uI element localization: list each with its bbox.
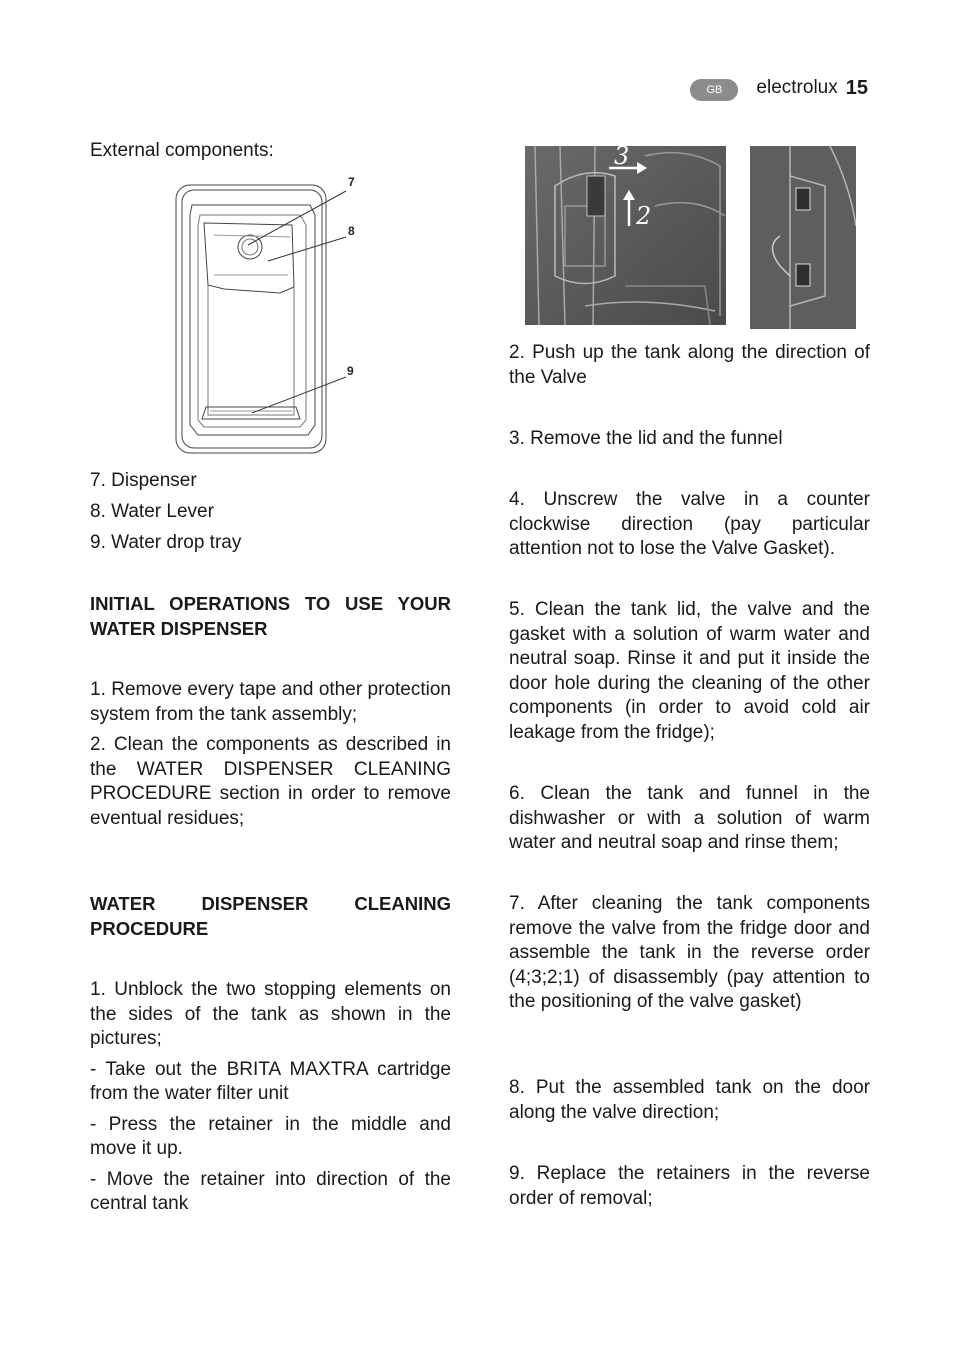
- list-item: 1. Remove every tape and other protection system from the tank assembly;: [90, 679, 451, 725]
- list-item: 2. Clean the components as described in the WATER DISPENSER CLEANING PROCEDURE section in order to remove eventual residues;: [90, 734, 451, 829]
- list-item: 1. Unblock the two stopping elements on the sides of the tank as shown in the pictures;: [90, 979, 451, 1049]
- list-item: - Take out the BRITA MAXTRA cartridge from the water filter unit: [90, 1058, 451, 1104]
- list-item: - Move the retainer into direction of the central tank: [90, 1168, 451, 1214]
- right-step-4: 4. Unscrew the valve in a counter clockwise direction (pay particular attention not to lose the Valve Gasket).: [509, 489, 870, 559]
- region-badge: GB: [690, 79, 738, 101]
- legend-item: 8. Water Lever: [90, 501, 214, 522]
- retainer-upper: [796, 188, 810, 210]
- right-step-7: 7. After cleaning the tank components remove the valve from the fridge door and assemble the tank in the reverse order (4;3;2;1) of disassembly (pay attention to the positioning of the valve gasket): [509, 893, 870, 1012]
- right-step-3: 3. Remove the lid and the funnel: [509, 428, 783, 449]
- page-header: [690, 74, 868, 102]
- intro-text: External components:: [90, 140, 274, 161]
- tank-photo-right: [750, 146, 856, 329]
- figure-label-7: 7: [348, 175, 355, 189]
- heading-initial-operations: INITIAL OPERATIONS TO USE YOUR WATER DISPENSER: [90, 593, 451, 639]
- photo-label-3: 3: [614, 142, 630, 170]
- initial-steps: [90, 678, 451, 831]
- brand-name: electrolux: [756, 77, 838, 98]
- retainer-lower: [796, 264, 810, 286]
- figure-label-9: 9: [347, 364, 354, 378]
- pointer-line-8: [268, 237, 346, 261]
- pointer-line-7: [248, 191, 346, 245]
- right-step-2: 2. Push up the tank along the direction of the Valve: [509, 342, 870, 388]
- retainer: [587, 176, 605, 216]
- heading-cleaning-procedure: WATER DISPENSER CLEANING PROCEDURE: [90, 893, 451, 939]
- figure-label-8: 8: [348, 224, 355, 238]
- right-step-5: 5. Clean the tank lid, the valve and the gasket with a solution of warm water and neutral soap. Rinse it and put it inside the door hole during the cleaning of the other components (in order to avoid cold air leakage from the fridge);: [509, 599, 870, 743]
- page-number: 15: [845, 76, 868, 99]
- drip-tray: [202, 407, 300, 419]
- list-item: - Press the retainer in the middle and move it up.: [90, 1113, 451, 1159]
- dispenser-diagram: [170, 175, 370, 460]
- right-step-9: 9. Replace the retainers in the reverse order of removal;: [509, 1163, 870, 1209]
- legend-item: 7. Dispenser: [90, 470, 197, 491]
- right-step-8: 8. Put the assembled tank on the door along the valve direction;: [509, 1077, 870, 1123]
- right-step-6: 6. Clean the tank and funnel in the dishwasher or with a solution of warm water and neutral soap and rinse them;: [509, 783, 870, 853]
- tank-photo-left: [525, 146, 726, 325]
- water-lever-panel: [204, 223, 294, 293]
- pointer-line-9: [252, 377, 346, 413]
- component-legend: [90, 469, 451, 556]
- cleaning-steps: [90, 978, 451, 1217]
- photo-label-2: 2: [636, 202, 652, 230]
- legend-item: 9. Water drop tray: [90, 532, 242, 553]
